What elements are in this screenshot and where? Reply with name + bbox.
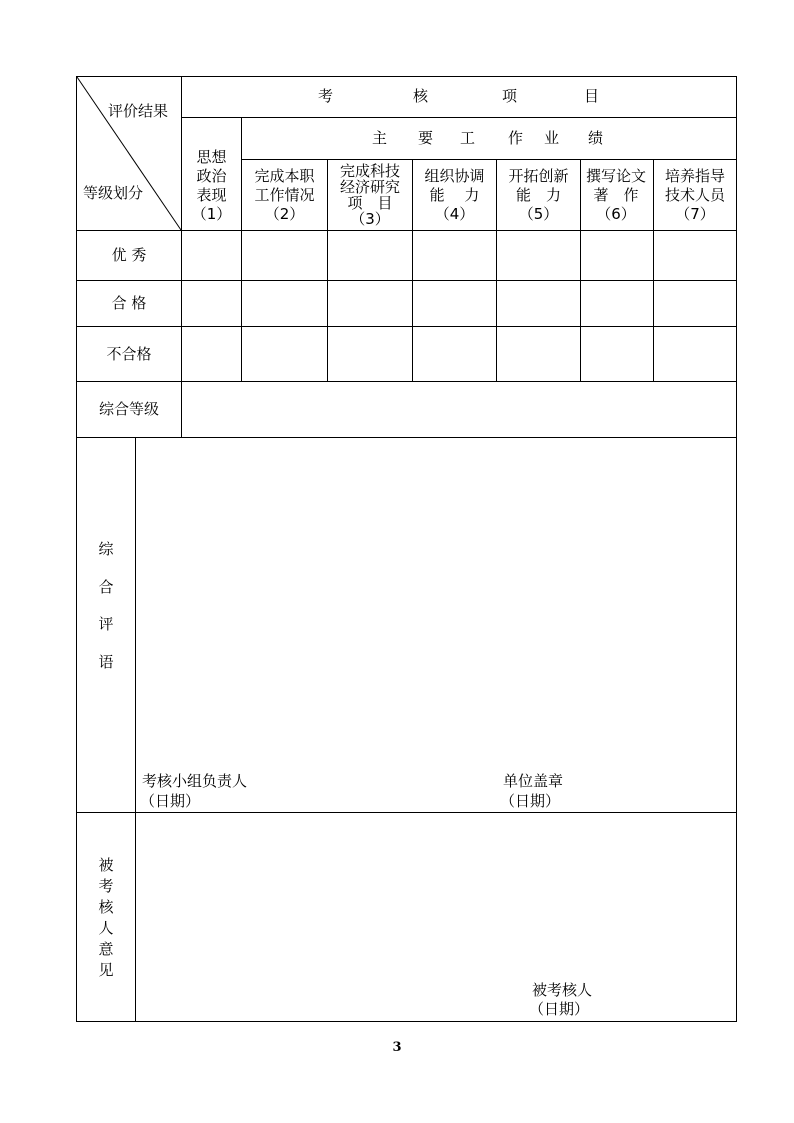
comments-label-char: 评 (98, 615, 114, 633)
main-performance-char: 工 (460, 129, 476, 147)
unit-seal-date: （日期） (500, 792, 561, 810)
column-header-line: 开拓创新 (508, 166, 569, 185)
assessee-label-char: 核 (98, 898, 114, 916)
unit-seal-label: 单位盖章 (503, 772, 564, 790)
column-header-publications (578, 160, 654, 230)
column-header-line: 完成本职 (254, 166, 315, 185)
column-header-line: （3） (350, 210, 390, 228)
column-header-mentoring (654, 160, 736, 230)
column-header-line: 技术人员 (664, 185, 725, 204)
page-number: 3 (392, 1040, 402, 1055)
assessee-opinion-area[interactable] (137, 813, 735, 978)
column-header-line: 表现 (196, 186, 227, 204)
main-performance-char: 主 (372, 129, 388, 147)
comments-label-char: 语 (98, 652, 114, 671)
row-label-excellent: 优 秀 (111, 246, 147, 264)
column-header-political (182, 142, 241, 230)
column-header-line: 思想 (196, 148, 227, 166)
main-performance-char: 绩 (588, 129, 604, 147)
column-header-line: （7） (675, 204, 715, 223)
row-label-qualified: 合 格 (111, 294, 147, 312)
comments-label-char: 综 (98, 540, 114, 558)
assessee-label-char: 被 (98, 856, 114, 874)
assessment-items-header (182, 77, 736, 117)
comments-content-area[interactable] (137, 438, 735, 768)
main-performance-char: 业 (544, 129, 560, 147)
column-header-line: 组织协调 (424, 166, 485, 185)
overall-grade-value[interactable] (182, 382, 736, 437)
assessment-items-char: 考 (318, 87, 334, 105)
column-header-line: 撰写论文 (585, 166, 646, 185)
comments-label-char: 合 (98, 577, 114, 596)
main-performance-char: 作 (508, 129, 524, 147)
assessment-items-char: 核 (413, 87, 429, 105)
corner-grade-label: 等级划分 (82, 183, 143, 202)
column-header-line: （4） (434, 204, 475, 223)
leader-signature-label: 考核小组负责人 (142, 772, 248, 790)
assessee-label-char: 意 (98, 940, 114, 958)
column-header-line: 工作情况 (254, 185, 315, 204)
column-header-line: （1） (191, 205, 232, 223)
main-performance-char: 要 (418, 129, 434, 147)
corner-result-label: 评价结果 (107, 101, 168, 120)
column-header-line: 著 作 (593, 185, 639, 204)
column-header-line: 完成科技 (339, 162, 400, 180)
comments-label (77, 540, 135, 690)
column-header-line: 能 力 (515, 185, 561, 204)
assessee-label-char: 考 (98, 877, 114, 895)
column-header-research-projects (328, 160, 412, 230)
column-header-line: （2） (264, 204, 305, 223)
column-header-line: 经济研究 (339, 178, 400, 196)
column-header-job-duties (242, 160, 327, 230)
column-header-line: 能 力 (429, 185, 480, 204)
leader-signature-date: （日期） (140, 792, 201, 810)
column-header-line: 项 目 (347, 194, 393, 212)
assessment-items-char: 目 (584, 87, 600, 105)
assessee-label-char: 见 (98, 961, 114, 979)
assessee-label-char: 人 (98, 919, 114, 937)
column-header-line: （5） (518, 204, 559, 223)
column-header-line: 政治 (196, 167, 227, 185)
row-label-unqualified: 不合格 (106, 344, 152, 363)
assessment-items-char: 项 (502, 87, 518, 105)
main-performance-header (242, 118, 736, 159)
column-header-coordination (413, 160, 496, 230)
assessee-signature-date: （日期） (529, 1000, 590, 1018)
overall-grade-label: 综合等级 (98, 400, 159, 418)
column-header-innovation (497, 160, 580, 230)
column-header-line: 培养指导 (664, 166, 725, 185)
assessee-opinion-label (77, 855, 135, 981)
assessee-signature-label: 被考核人 (532, 981, 593, 999)
column-header-line: （6） (596, 204, 636, 223)
